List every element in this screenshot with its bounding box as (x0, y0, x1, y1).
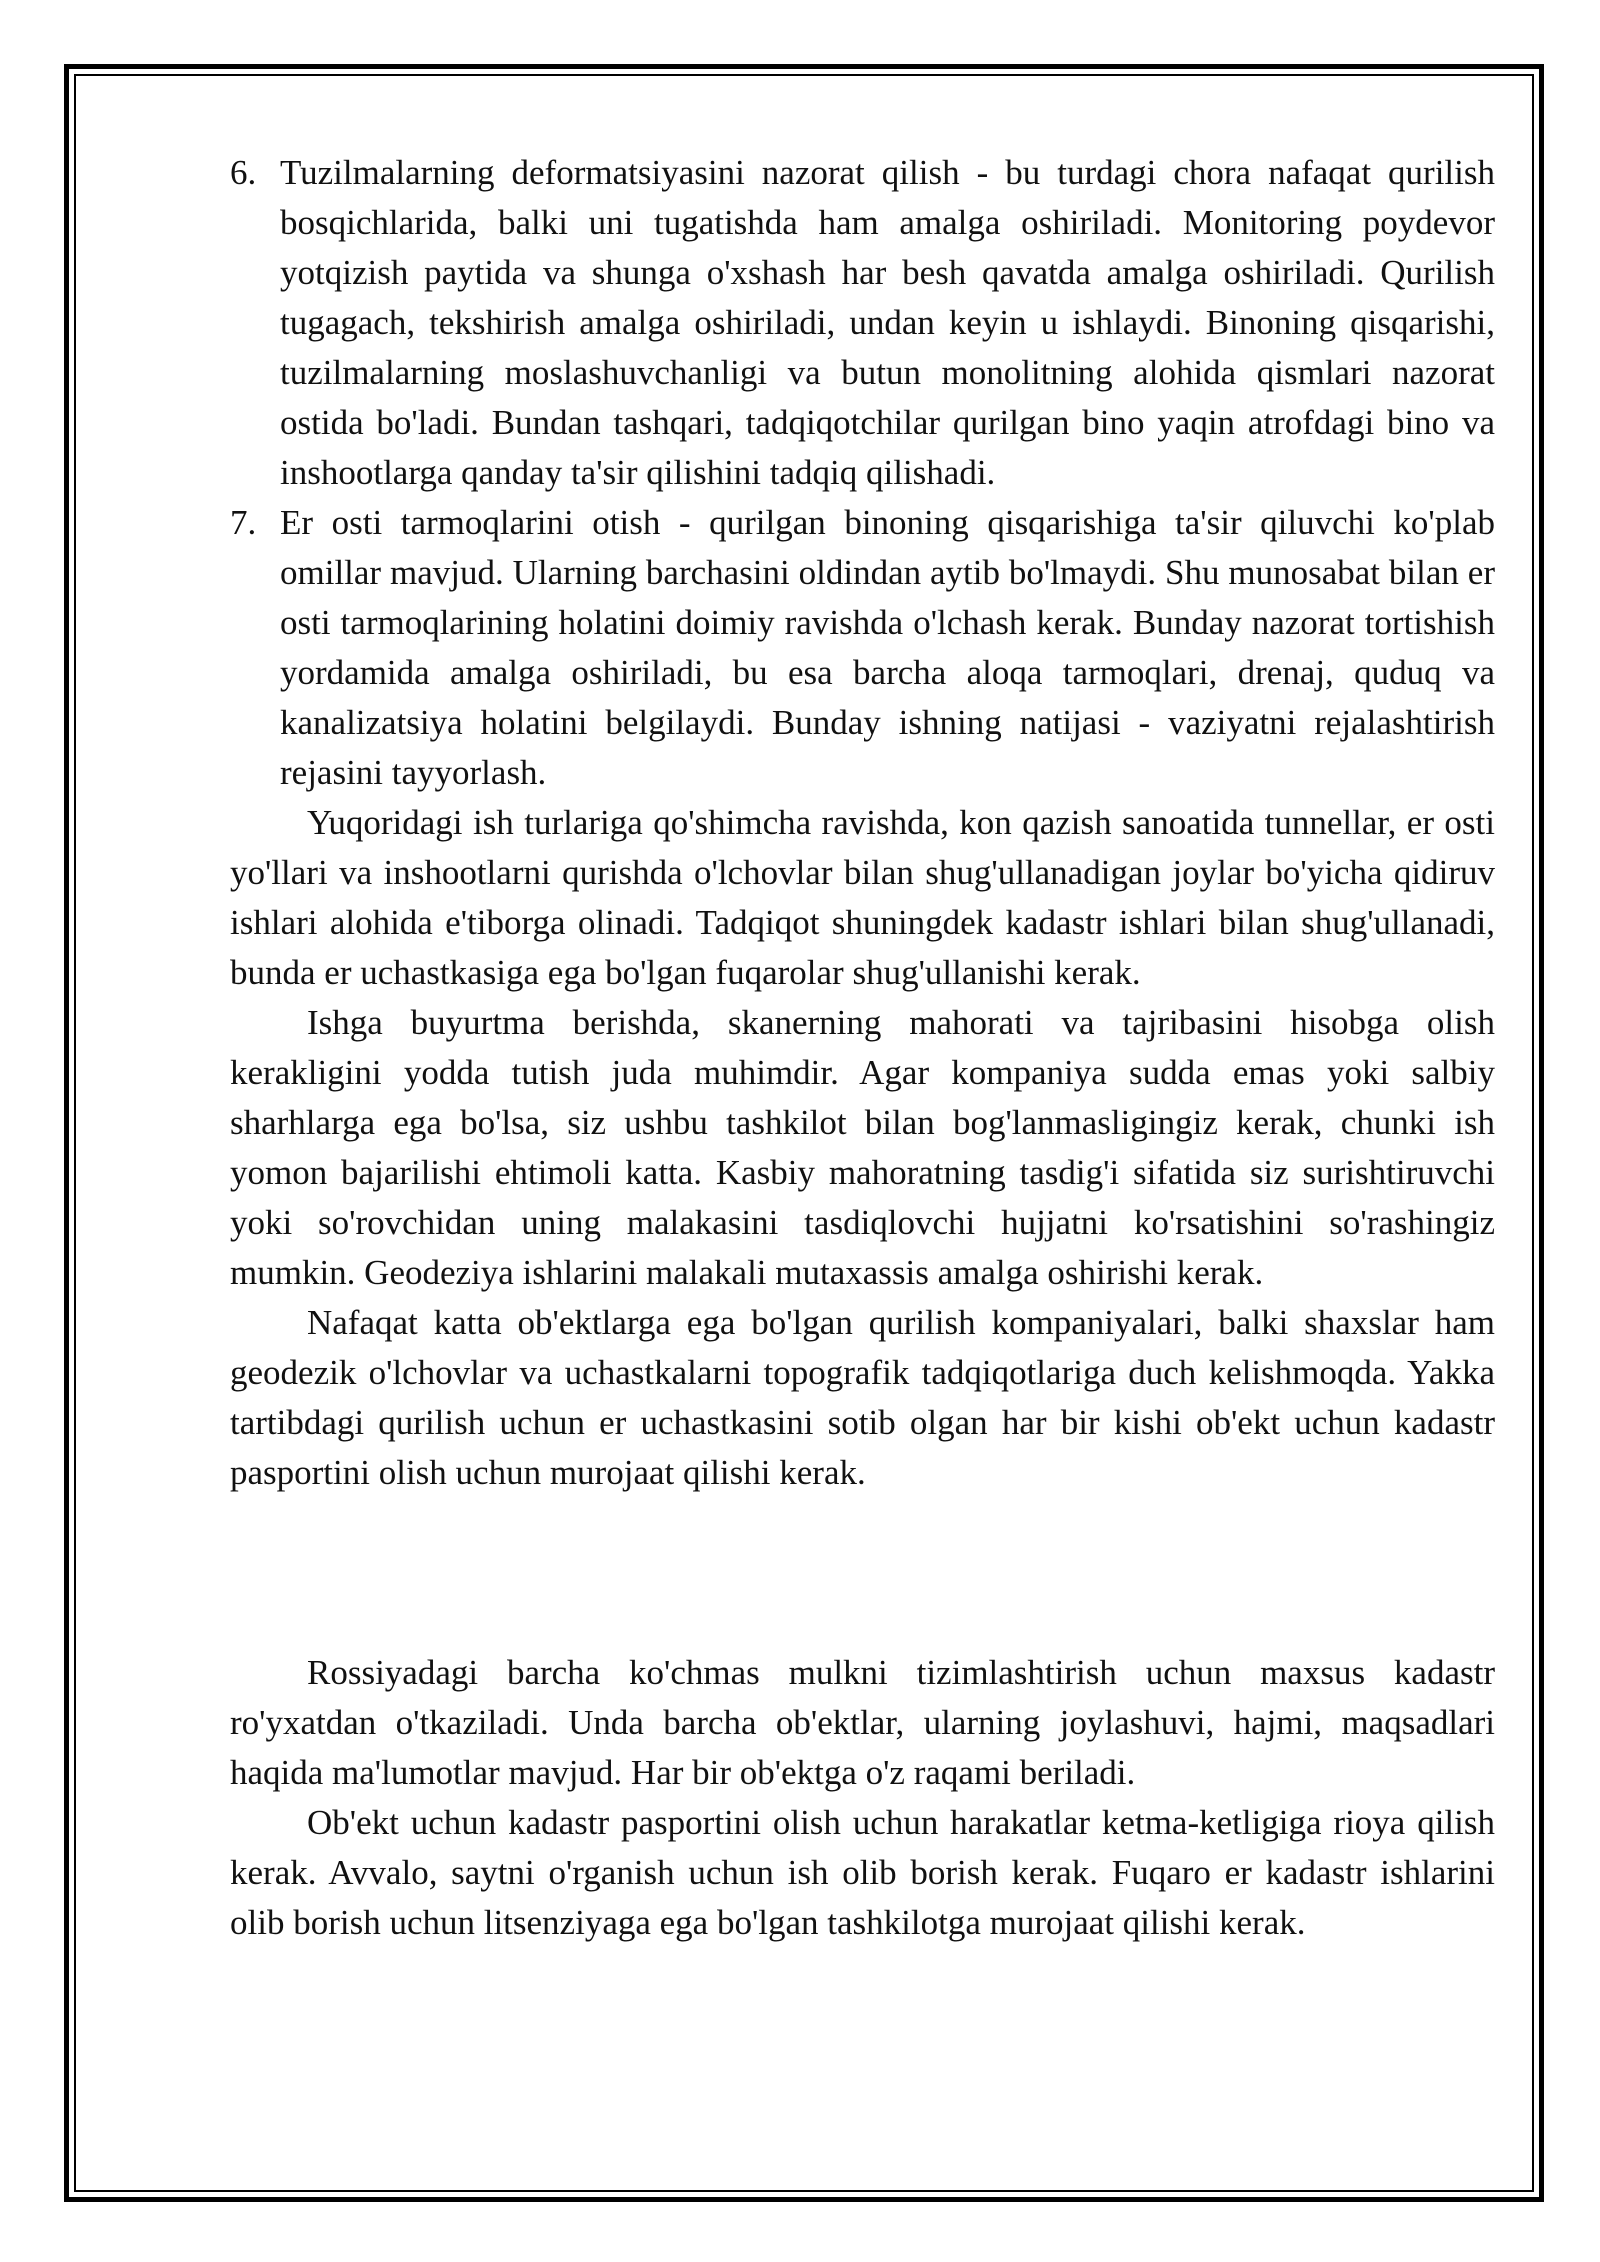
list-text: Tuzilmalarning deformatsiyasini nazorat qilish - bu turdagi chora nafaqat qurilish bosqichlarida, balki uni tugatishda ham amalga oshiriladi. Monitoring poydevor yotqizish paytida va shunga o'xshash har besh qavatda amalga oshiriladi. Qurilish tugagach, tekshirish amalga oshiriladi, undan keyin u ishlaydi. Binoning qisqarishi, tuzilmalarning moslashuvchanligi va butun monolitning alohida qismlari nazorat ostida bo'ladi. Bundan tashqari, tadqiqotchilar qurilgan bino yaqin atrofdagi bino va inshootlarga qanday ta'sir qilishini tadqiq qilishadi. (280, 153, 1495, 492)
list-text: Er osti tarmoqlarini otish - qurilgan binoning qisqarishiga ta'sir qiluvchi ko'plab omillar mavjud. Ularning barchasini oldindan aytib bo'lmaydi. Shu munosabat bilan er osti tarmoqlarining holatini doimiy ravishda o'lchash kerak. Bunday nazorat tortishish yordamida amalga oshiriladi, bu esa barcha aloqa tarmoqlari, drenaj, quduq va kanalizatsiya holatini belgilaydi. Bunday ishning natijasi - vaziyatni rejalashtirish rejasini tayyorlash. (280, 503, 1495, 792)
paragraph: Nafaqat katta ob'ektlarga ega bo'lgan qurilish kompaniyalari, balki shaxslar ham geodezik o'lchovlar va uchastkalarni topografik tadqiqotlariga duch kelishmoqda. Yakka tartibdagi qurilish uchun er uchastkasini sotib olgan har bir kishi ob'ekt uchun kadastr pasportini olish uchun murojaat qilishi kerak. (230, 1303, 1495, 1492)
paragraph: Rossiyadagi barcha ko'chmas mulkni tizimlashtirish uchun maxsus kadastr ro'yxatdan o'tkaziladi. Unda barcha ob'ektlar, ularning joylashuvi, hajmi, maqsadlari haqida ma'lumotlar mavjud. Har bir ob'ektga o'z raqami beriladi. (230, 1653, 1495, 1792)
paragraph: Ishga buyurtma berishda, skanerning mahorati va tajribasini hisobga olish kerakligini yodda tutish juda muhimdir. Agar kompaniya sudda emas yoki salbiy sharhlarga ega bo'lsa, siz ushbu tashkilot bilan bog'lanmasligingiz kerak, chunki ish yomon bajarilishi ehtimoli katta. Kasbiy mahoratning tasdig'i sifatida siz surishtiruvchi yoki so'rovchidan uning malakasini tasdiqlovchi hujjatni ko'rsatishini so'rashingiz mumkin. Geodeziya ishlarini malakali mutaxassis amalga oshirishi kerak. (230, 1003, 1495, 1292)
list-item-7 (230, 498, 1495, 798)
list-item-6 (230, 148, 1495, 498)
section-gap (230, 1498, 1495, 1648)
paragraph: Yuqoridagi ish turlariga qo'shimcha ravishda, kon qazish sanoatida tunnellar, er osti yo'llari va inshootlarni qurishda o'lchovlar bilan shug'ullanadigan joylar bo'yicha qidiruv ishlari alohida e'tiborga olinadi. Tadqiqot shuningdek kadastr ishlari bilan shug'ullanadi, bunda er uchastkasiga ega bo'lgan fuqarolar shug'ullanishi kerak. (230, 803, 1495, 992)
list-number: 7. (230, 503, 257, 542)
document-body (230, 148, 1495, 1948)
list-number: 6. (230, 153, 257, 192)
paragraph: Ob'ekt uchun kadastr pasportini olish uchun harakatlar ketma-ketligiga rioya qilish kerak. Avvalo, saytni o'rganish uchun ish olib borish kerak. Fuqaro er kadastr ishlarini olib borish uchun litsenziyaga ega bo'lgan tashkilotga murojaat qilishi kerak. (230, 1803, 1495, 1942)
